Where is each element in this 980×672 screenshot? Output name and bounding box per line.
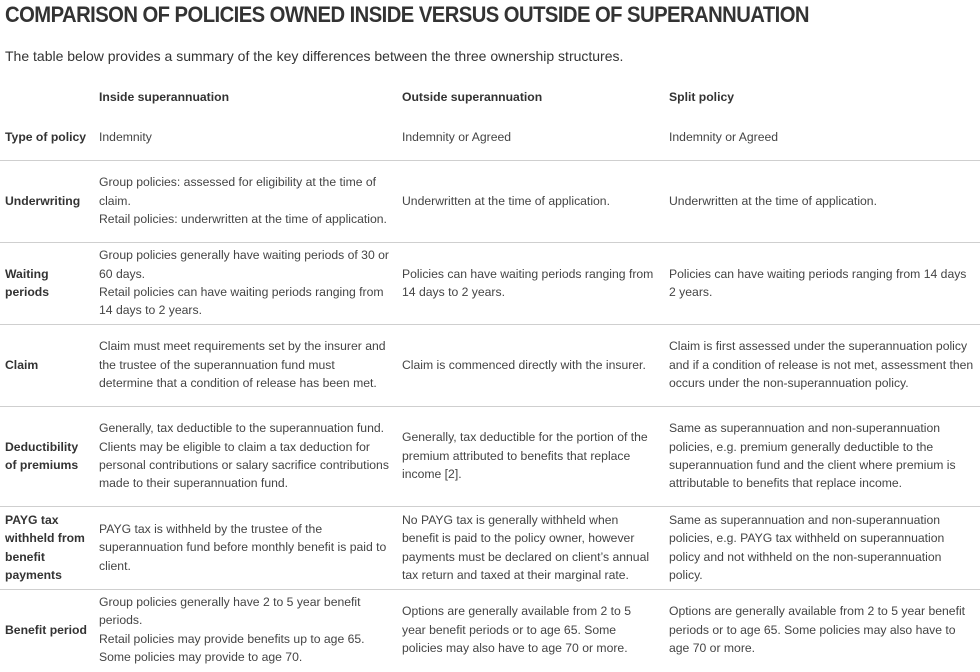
table-row [0, 114, 980, 160]
table-cell: Underwritten at the time of application. [663, 160, 980, 242]
table-row [0, 506, 980, 589]
row-header: Deductibility of premiums [0, 406, 93, 506]
table-cell: Policies can have waiting periods ranging from 14 days to 2 years. [396, 242, 663, 324]
table-row [0, 324, 980, 406]
table-cell: Generally, tax deductible to the superannuation fund. Clients may be eligible to claim a tax deduction for personal contributions or salary sacrifice contributions made to their superannuation fund. [93, 406, 396, 506]
table-cell: Same as superannuation and non-superannuation policies, e.g. premium generally deductible to the superannuation fund and the client where premium is attributable to benefits that replace income. [663, 406, 980, 506]
table-cell: Policies can have waiting periods ranging from 14 days 2 years. [663, 242, 980, 324]
table-cell: Claim is first assessed under the superannuation policy and if a condition of release is not met, assessment then occurs under the non-superannuation policy. [663, 324, 980, 406]
table-cell: PAYG tax is withheld by the trustee of the superannuation fund before monthly benefit is paid to client. [93, 506, 396, 589]
table-cell: Indemnity or Agreed [669, 129, 779, 144]
table-cell: Indemnity [99, 129, 152, 144]
table-cell: Claim must meet requirements set by the insurer and the trustee of the superannuation fund must determine that a condition of release has been met. [93, 324, 396, 406]
table-row [0, 406, 980, 506]
table-row [0, 589, 980, 670]
column-header-split: Split policy [669, 89, 735, 104]
table-row [0, 160, 980, 242]
page-title: COMPARISON OF POLICIES OWNED INSIDE VERSUS OUTSIDE OF SUPERANNUATION [5, 2, 809, 27]
column-header-inside: Inside superannuation [99, 89, 230, 104]
table-cell: No PAYG tax is generally withheld when benefit is paid to the policy owner, however payments must be declared on client’s annual tax return and taxed at their marginal rate. [396, 506, 663, 589]
row-header: Claim [0, 324, 93, 406]
comparison-table [0, 80, 980, 670]
row-header: Benefit period [0, 589, 93, 670]
row-header: Type of policy [5, 129, 87, 144]
table-cell: Indemnity or Agreed [402, 129, 512, 144]
table-header-row [0, 80, 980, 114]
table-cell: Claim is commenced directly with the insurer. [396, 324, 663, 406]
table-cell: Group policies: assessed for eligibility at the time of claim. Retail policies: underwritten at the time of application. [93, 160, 396, 242]
row-header: PAYG tax withheld from benefit payments [0, 506, 93, 589]
row-header: Underwriting [0, 160, 93, 242]
row-header: Waiting periods [0, 242, 93, 324]
table-cell: Options are generally available from 2 to 5 year benefit periods or to age 65. Some policies may also have to age 70 or more. [663, 589, 980, 670]
table-cell: Group policies generally have 2 to 5 year benefit periods. Retail policies may provide benefits up to age 65. Some policies may provide to age 70. [93, 589, 396, 670]
intro-text: The table below provides a summary of the key differences between the three ownership structures. [5, 48, 624, 64]
table-cell: Underwritten at the time of application. [396, 160, 663, 242]
table-cell: Same as superannuation and non-superannuation policies, e.g. PAYG tax withheld on superannuation policy and not withheld on the non-superannuation policy. [663, 506, 980, 589]
column-header-outside: Outside superannuation [402, 89, 543, 104]
table-cell: Group policies generally have waiting periods of 30 or 60 days. Retail policies can have waiting periods ranging from 14 days to 2 years. [93, 242, 396, 324]
column-header-empty [0, 80, 93, 114]
table-cell: Options are generally available from 2 to 5 year benefit periods or to age 65. Some policies may also have to age 70 or more. [396, 589, 663, 670]
table-row [0, 242, 980, 324]
table-cell: Generally, tax deductible for the portion of the premium attributed to benefits that replace income [2]. [396, 406, 663, 506]
